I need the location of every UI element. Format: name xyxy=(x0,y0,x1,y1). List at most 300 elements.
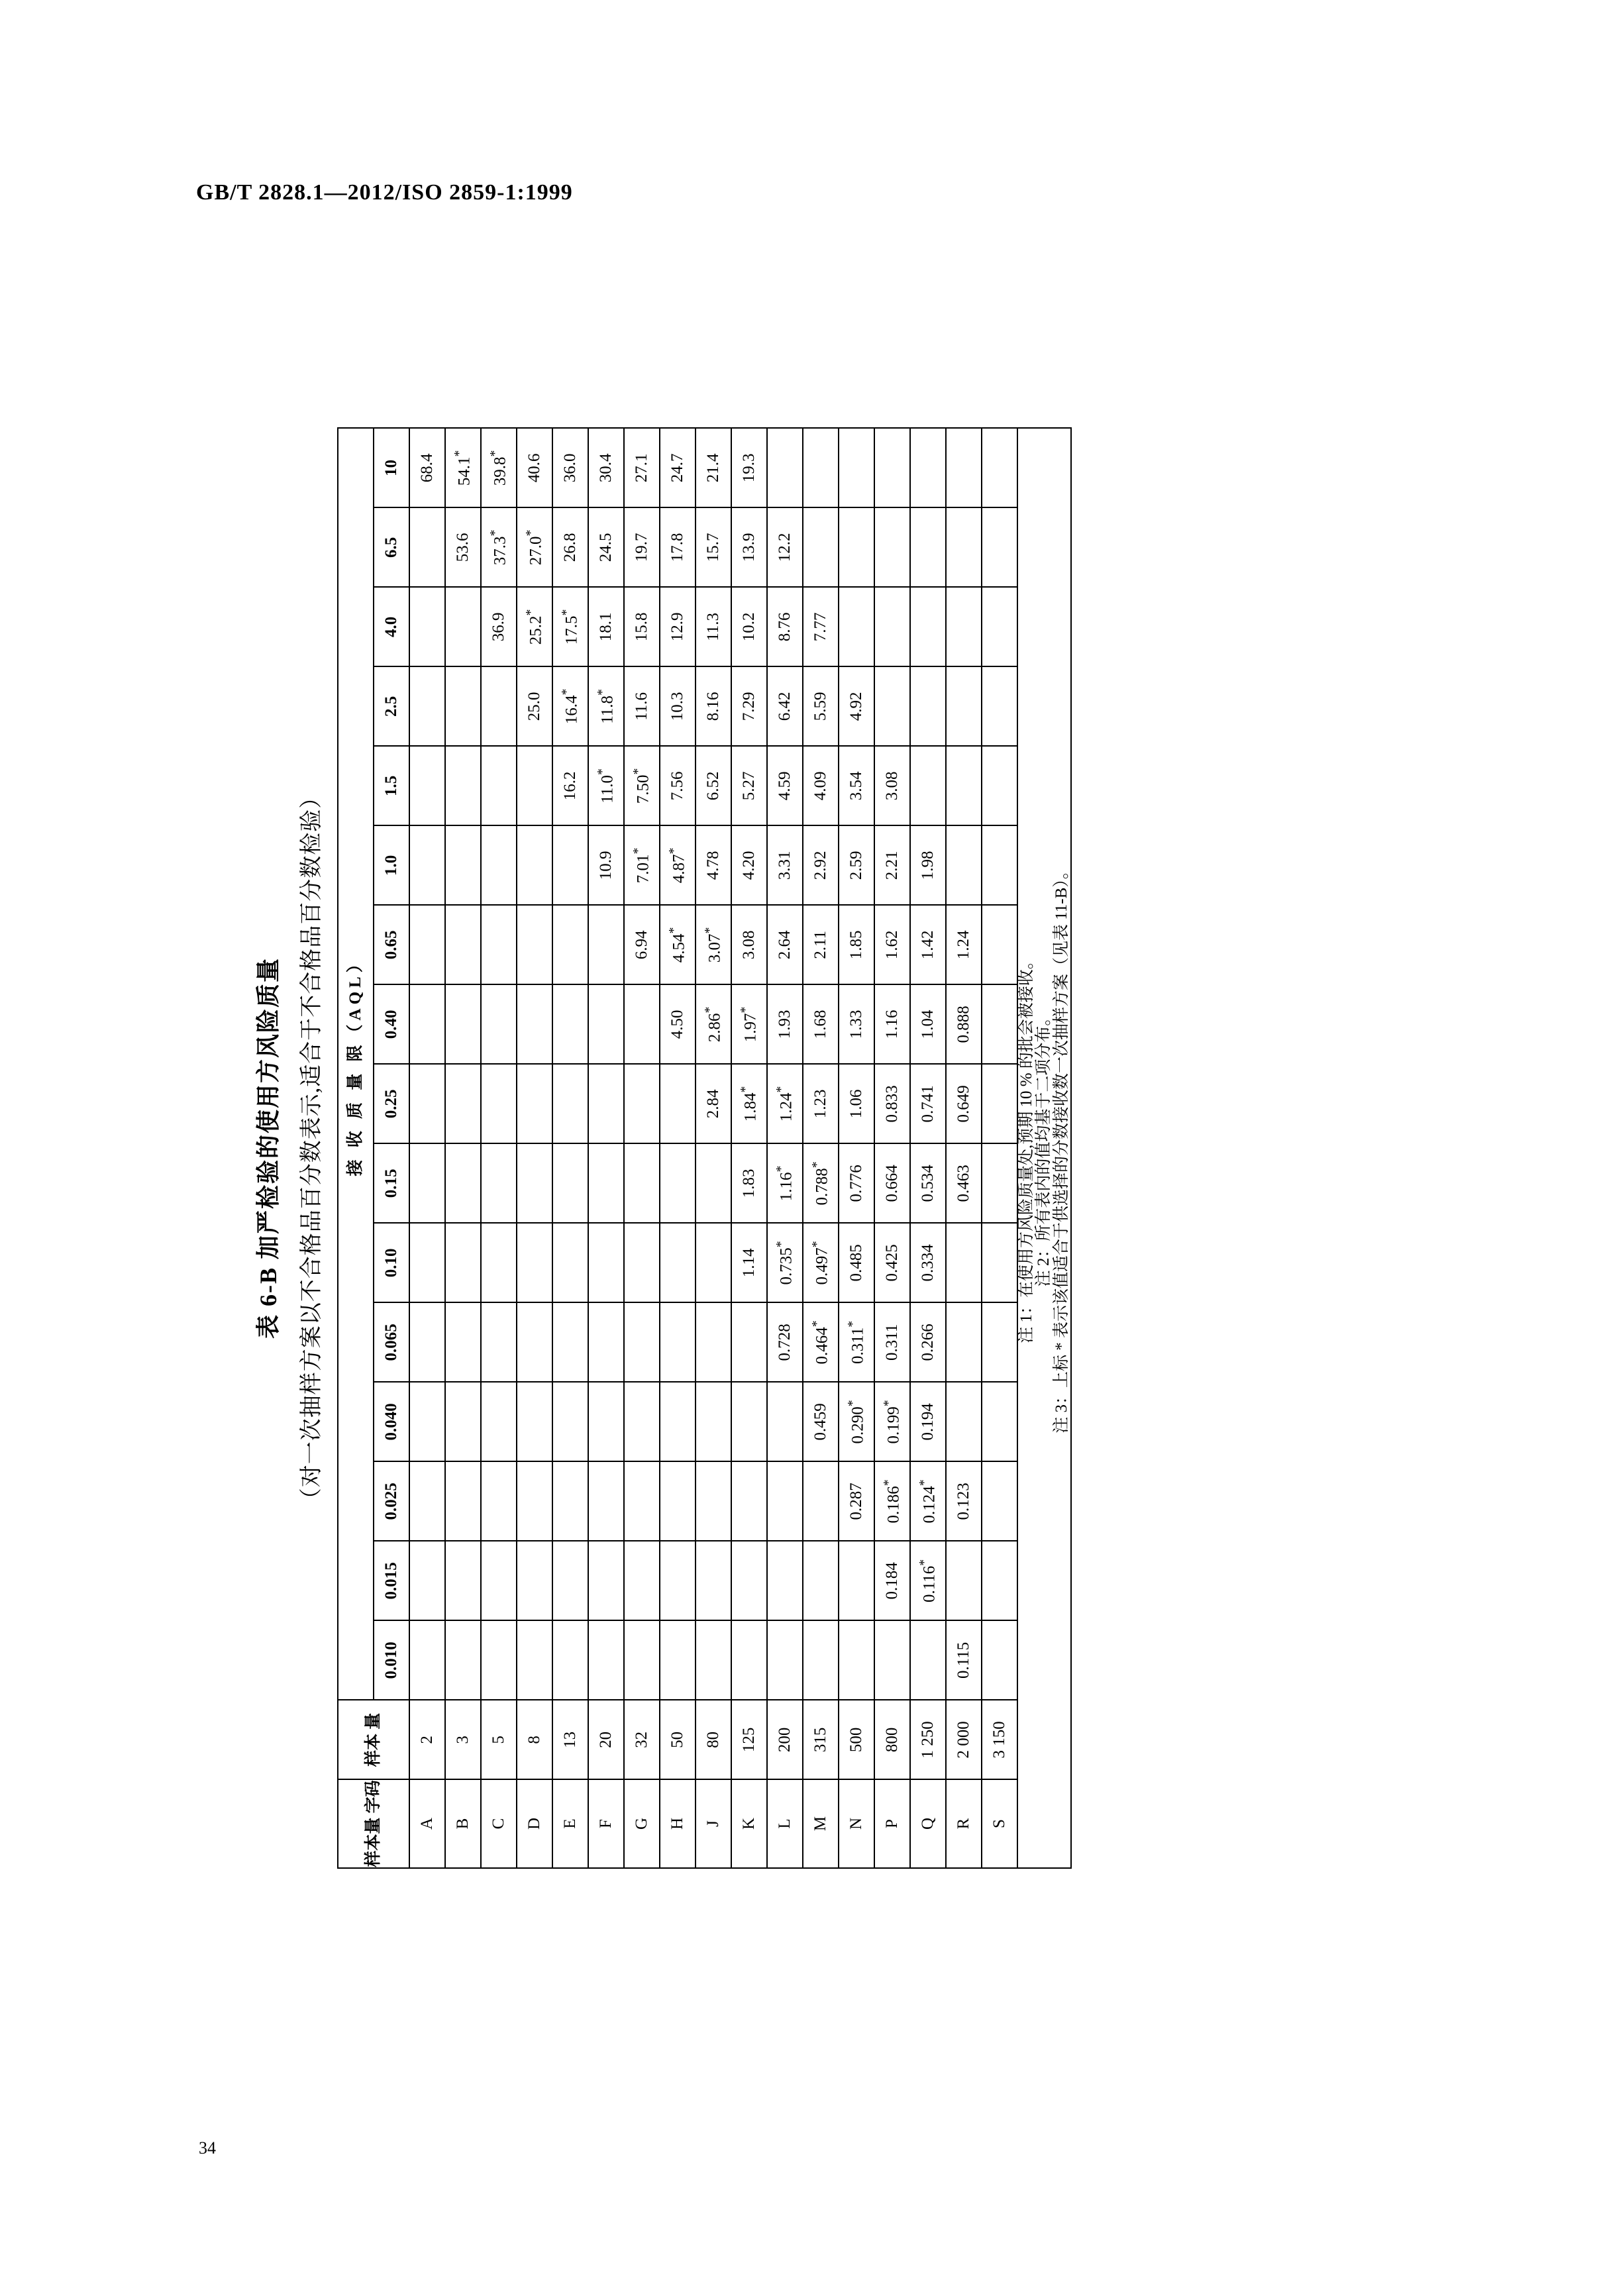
sample-size: 3 xyxy=(445,1700,481,1779)
aql-cell: 7.77 xyxy=(803,587,839,666)
aql-cell xyxy=(481,905,517,984)
sample-size: 2 xyxy=(409,1700,445,1779)
aql-cell: 1.24 xyxy=(946,905,982,984)
aql-col-1: 0.015 xyxy=(374,1541,409,1620)
aql-cell xyxy=(874,1620,910,1700)
aql-cell xyxy=(731,1620,767,1700)
aql-cell: 0.788* xyxy=(803,1143,839,1223)
aql-cell xyxy=(910,507,946,587)
aql-cell: 37.3* xyxy=(481,507,517,587)
aql-cell xyxy=(588,1064,624,1143)
aql-cell: 0.888 xyxy=(946,984,982,1064)
aql-cell xyxy=(982,428,1017,507)
aql-cell xyxy=(660,1064,696,1143)
aql-cell: 26.8 xyxy=(552,507,588,587)
aql-cell xyxy=(409,666,445,746)
aql-cell: 1.93 xyxy=(767,984,803,1064)
aql-cell xyxy=(982,1223,1017,1302)
aql-cell: 0.464* xyxy=(803,1302,839,1382)
aql-cell: 30.4 xyxy=(588,428,624,507)
aql-col-5: 0.10 xyxy=(374,1223,409,1302)
sample-size-code: D xyxy=(517,1779,552,1867)
aql-cell: 4.92 xyxy=(839,666,874,746)
aql-cell xyxy=(839,428,874,507)
aql-cell xyxy=(696,1143,731,1223)
aql-group-header: 接 收 质 量 限（AQL） xyxy=(338,428,374,1700)
aql-cell xyxy=(409,587,445,666)
aql-cell xyxy=(660,1461,696,1541)
aql-cell: 17.5* xyxy=(552,587,588,666)
aql-cell xyxy=(517,746,552,825)
aql-cell: 25.2* xyxy=(517,587,552,666)
aql-cell: 53.6 xyxy=(445,507,481,587)
aql-cell xyxy=(588,1620,624,1700)
aql-cell xyxy=(839,507,874,587)
aql-cell: 0.290* xyxy=(839,1382,874,1461)
aql-cell: 6.42 xyxy=(767,666,803,746)
aql-cell xyxy=(517,984,552,1064)
aql-cell: 0.497* xyxy=(803,1223,839,1302)
aql-cell xyxy=(445,746,481,825)
aql-cell xyxy=(481,1620,517,1700)
aql-cell xyxy=(803,428,839,507)
aql-cell xyxy=(624,1620,660,1700)
aql-cell: 1.24* xyxy=(767,1064,803,1143)
table-row xyxy=(767,428,803,1867)
aql-cell xyxy=(588,1143,624,1223)
table-row xyxy=(910,428,946,1867)
aql-cell xyxy=(874,666,910,746)
table-row xyxy=(409,428,445,1867)
aql-cell xyxy=(588,1541,624,1620)
aql-cell xyxy=(982,746,1017,825)
aql-cell: 2.59 xyxy=(839,825,874,905)
aql-cell: 10.3 xyxy=(660,666,696,746)
sample-size: 80 xyxy=(696,1700,731,1779)
aql-cell: 1.16 xyxy=(874,984,910,1064)
sample-size: 8 xyxy=(517,1700,552,1779)
aql-column-row xyxy=(374,428,409,1867)
sample-size-code: M xyxy=(803,1779,839,1867)
aql-cell xyxy=(696,1620,731,1700)
aql-cell: 4.78 xyxy=(696,825,731,905)
aql-cell: 11.3 xyxy=(696,587,731,666)
table-row xyxy=(517,428,552,1867)
page-number: 34 xyxy=(199,2138,216,2158)
aql-cell xyxy=(445,1143,481,1223)
aql-cell: 0.534 xyxy=(910,1143,946,1223)
aql-col-0: 0.010 xyxy=(374,1620,409,1700)
sample-size: 500 xyxy=(839,1700,874,1779)
aql-cell xyxy=(552,984,588,1064)
table-row xyxy=(660,428,696,1867)
aql-cell xyxy=(946,1302,982,1382)
aql-cell xyxy=(445,825,481,905)
aql-cell: 11.6 xyxy=(624,666,660,746)
aql-cell xyxy=(910,428,946,507)
aql-cell: 11.0* xyxy=(588,746,624,825)
aql-cell xyxy=(767,1382,803,1461)
table-row xyxy=(803,428,839,1867)
aql-cell xyxy=(481,1302,517,1382)
aql-cell xyxy=(552,1064,588,1143)
aql-cell: 68.4 xyxy=(409,428,445,507)
aql-cell xyxy=(696,1461,731,1541)
aql-cell xyxy=(517,1620,552,1700)
aql-cell xyxy=(946,1382,982,1461)
aql-cell xyxy=(696,1382,731,1461)
aql-cell: 24.5 xyxy=(588,507,624,587)
sample-size: 1 250 xyxy=(910,1700,946,1779)
aql-cell xyxy=(946,825,982,905)
aql-cell xyxy=(696,1223,731,1302)
table-row xyxy=(445,428,481,1867)
aql-cell xyxy=(982,1620,1017,1700)
aql-cell: 18.1 xyxy=(588,587,624,666)
aql-cell: 13.9 xyxy=(731,507,767,587)
aql-cell xyxy=(481,984,517,1064)
aql-cell xyxy=(409,746,445,825)
table-body xyxy=(409,428,1017,1867)
aql-cell: 0.735* xyxy=(767,1223,803,1302)
aql-cell xyxy=(874,507,910,587)
aql-cell: 4.20 xyxy=(731,825,767,905)
sample-size-code: J xyxy=(696,1779,731,1867)
aql-cell xyxy=(660,1223,696,1302)
aql-cell xyxy=(660,1541,696,1620)
aql-cell xyxy=(552,1302,588,1382)
sample-size-code: F xyxy=(588,1779,624,1867)
aql-cell xyxy=(767,1541,803,1620)
sample-size-code: G xyxy=(624,1779,660,1867)
aql-cell: 0.124* xyxy=(910,1461,946,1541)
table-row xyxy=(839,428,874,1867)
corner-size-header: 样本 量 xyxy=(338,1700,409,1779)
aql-cell xyxy=(982,825,1017,905)
sample-size-code: B xyxy=(445,1779,481,1867)
aql-cell: 0.199* xyxy=(874,1382,910,1461)
sample-size: 5 xyxy=(481,1700,517,1779)
aql-cell: 7.56 xyxy=(660,746,696,825)
aql-cell: 1.68 xyxy=(803,984,839,1064)
aql-cell xyxy=(839,587,874,666)
aql-cell xyxy=(445,587,481,666)
table-notes xyxy=(1017,428,1071,1867)
aql-cell: 0.649 xyxy=(946,1064,982,1143)
table-row xyxy=(481,428,517,1867)
sample-size: 3 150 xyxy=(982,1700,1017,1779)
aql-cell xyxy=(803,507,839,587)
aql-cell xyxy=(552,1461,588,1541)
aql-cell xyxy=(481,1461,517,1541)
aql-cell: 27.0* xyxy=(517,507,552,587)
aql-cell xyxy=(982,984,1017,1064)
aql-cell xyxy=(481,1064,517,1143)
aql-cell: 1.98 xyxy=(910,825,946,905)
aql-cell xyxy=(910,666,946,746)
aql-cell xyxy=(445,666,481,746)
aql-cell xyxy=(517,1302,552,1382)
aql-col-9: 0.65 xyxy=(374,905,409,984)
aql-cell xyxy=(588,1223,624,1302)
aql-cell xyxy=(517,1223,552,1302)
aql-cell xyxy=(481,1382,517,1461)
aql-header-row xyxy=(338,428,374,1867)
aql-cell: 39.8* xyxy=(481,428,517,507)
aql-cell xyxy=(946,428,982,507)
aql-cell xyxy=(910,746,946,825)
aql-cell xyxy=(445,984,481,1064)
table-row xyxy=(588,428,624,1867)
aql-cell xyxy=(552,905,588,984)
aql-col-11: 1.5 xyxy=(374,746,409,825)
aql-cell: 0.186* xyxy=(874,1461,910,1541)
aql-cell xyxy=(731,1461,767,1541)
aql-cell: 0.334 xyxy=(910,1223,946,1302)
aql-cell xyxy=(409,507,445,587)
table-foot xyxy=(1017,428,1071,1867)
table-row xyxy=(624,428,660,1867)
aql-cell: 0.425 xyxy=(874,1223,910,1302)
aql-cell xyxy=(588,1302,624,1382)
aql-cell xyxy=(624,1143,660,1223)
aql-cell xyxy=(696,1541,731,1620)
aql-cell xyxy=(445,1064,481,1143)
aql-table xyxy=(337,427,1072,1868)
aql-cell xyxy=(910,587,946,666)
aql-cell: 16.4* xyxy=(552,666,588,746)
aql-cell xyxy=(552,825,588,905)
aql-cell: 10.2 xyxy=(731,587,767,666)
aql-cell xyxy=(839,1620,874,1700)
aql-cell: 27.1 xyxy=(624,428,660,507)
aql-cell: 1.06 xyxy=(839,1064,874,1143)
aql-cell: 10.9 xyxy=(588,825,624,905)
aql-cell: 24.7 xyxy=(660,428,696,507)
sample-size: 50 xyxy=(660,1700,696,1779)
sample-size: 20 xyxy=(588,1700,624,1779)
aql-cell xyxy=(588,905,624,984)
aql-cell: 25.0 xyxy=(517,666,552,746)
aql-cell xyxy=(409,905,445,984)
aql-cell xyxy=(624,1382,660,1461)
sample-size-code: A xyxy=(409,1779,445,1867)
sample-size-code: H xyxy=(660,1779,696,1867)
aql-cell: 0.741 xyxy=(910,1064,946,1143)
aql-cell: 12.9 xyxy=(660,587,696,666)
aql-col-8: 0.40 xyxy=(374,984,409,1064)
aql-cell xyxy=(409,1223,445,1302)
aql-cell xyxy=(839,1541,874,1620)
aql-cell: 7.50* xyxy=(624,746,660,825)
aql-cell xyxy=(946,1223,982,1302)
aql-cell xyxy=(481,1223,517,1302)
aql-cell xyxy=(874,587,910,666)
aql-cell xyxy=(481,666,517,746)
aql-cell: 0.115 xyxy=(946,1620,982,1700)
aql-cell: 7.29 xyxy=(731,666,767,746)
aql-cell xyxy=(409,1143,445,1223)
aql-cell: 0.463 xyxy=(946,1143,982,1223)
aql-cell: 16.2 xyxy=(552,746,588,825)
aql-cell: 0.311 xyxy=(874,1302,910,1382)
aql-cell xyxy=(982,1382,1017,1461)
aql-cell: 8.16 xyxy=(696,666,731,746)
aql-cell xyxy=(624,1461,660,1541)
aql-cell xyxy=(552,1223,588,1302)
aql-cell xyxy=(731,1302,767,1382)
aql-cell: 3.08 xyxy=(874,746,910,825)
aql-cell: 0.311* xyxy=(839,1302,874,1382)
aql-cell xyxy=(409,1541,445,1620)
aql-cell: 5.59 xyxy=(803,666,839,746)
aql-cell: 1.83 xyxy=(731,1143,767,1223)
aql-cell xyxy=(982,1064,1017,1143)
aql-cell: 0.485 xyxy=(839,1223,874,1302)
aql-cell xyxy=(874,428,910,507)
aql-cell xyxy=(696,1302,731,1382)
aql-cell xyxy=(946,507,982,587)
aql-col-15: 10 xyxy=(374,428,409,507)
aql-cell: 1.14 xyxy=(731,1223,767,1302)
aql-cell: 40.6 xyxy=(517,428,552,507)
aql-cell xyxy=(409,1461,445,1541)
aql-cell: 3.31 xyxy=(767,825,803,905)
sample-size-code: E xyxy=(552,1779,588,1867)
aql-cell xyxy=(803,1620,839,1700)
aql-cell xyxy=(409,1064,445,1143)
aql-cell xyxy=(731,1382,767,1461)
aql-cell xyxy=(588,1461,624,1541)
table-title: 表 6-B 加严检验的使用方风险质量 xyxy=(255,957,282,1339)
table-row xyxy=(552,428,588,1867)
aql-cell xyxy=(946,666,982,746)
aql-cell: 0.266 xyxy=(910,1302,946,1382)
table-row xyxy=(946,428,982,1867)
aql-cell: 12.2 xyxy=(767,507,803,587)
aql-cell xyxy=(660,1143,696,1223)
aql-cell: 19.7 xyxy=(624,507,660,587)
aql-col-14: 6.5 xyxy=(374,507,409,587)
notes-row xyxy=(1017,428,1071,1867)
table-row xyxy=(982,428,1017,1867)
aql-cell xyxy=(445,905,481,984)
aql-cell: 0.728 xyxy=(767,1302,803,1382)
aql-col-4: 0.065 xyxy=(374,1302,409,1382)
aql-cell xyxy=(481,825,517,905)
aql-cell xyxy=(517,825,552,905)
aql-cell xyxy=(946,746,982,825)
aql-cell xyxy=(409,1302,445,1382)
aql-cell xyxy=(552,1143,588,1223)
aql-cell: 19.3 xyxy=(731,428,767,507)
sample-size-code: L xyxy=(767,1779,803,1867)
aql-cell xyxy=(445,1461,481,1541)
standard-header: GB/T 2828.1—2012/ISO 2859-1:1999 xyxy=(196,180,573,205)
aql-cell xyxy=(409,984,445,1064)
sample-size: 800 xyxy=(874,1700,910,1779)
sample-size-code: K xyxy=(731,1779,767,1867)
note-2: 注 2：所有表内的值均基于二项分布。 xyxy=(1035,1009,1053,1287)
aql-cell: 17.8 xyxy=(660,507,696,587)
aql-cell: 6.94 xyxy=(624,905,660,984)
aql-cell xyxy=(982,1461,1017,1541)
sample-size: 13 xyxy=(552,1700,588,1779)
aql-cell: 1.23 xyxy=(803,1064,839,1143)
aql-cell: 15.8 xyxy=(624,587,660,666)
aql-cell xyxy=(624,1541,660,1620)
note-3: 注 3：上标 * 表示该值适合于供选择的分数接收数一次抽样方案（见表 11-B）。 xyxy=(1052,862,1070,1434)
aql-cell xyxy=(588,1382,624,1461)
sample-size: 32 xyxy=(624,1700,660,1779)
aql-col-13: 4.0 xyxy=(374,587,409,666)
aql-cell xyxy=(767,1461,803,1541)
note-1: 注 1：在使用方风险质量处,预期 10 % 的批会被接收。 xyxy=(1017,953,1035,1343)
aql-cell xyxy=(409,1382,445,1461)
aql-cell xyxy=(767,1620,803,1700)
aql-cell xyxy=(445,1223,481,1302)
aql-cell xyxy=(481,1143,517,1223)
aql-cell: 1.85 xyxy=(839,905,874,984)
aql-cell: 2.84 xyxy=(696,1064,731,1143)
aql-cell xyxy=(517,1382,552,1461)
aql-cell xyxy=(481,746,517,825)
aql-cell: 1.84* xyxy=(731,1064,767,1143)
aql-cell xyxy=(445,1382,481,1461)
aql-cell xyxy=(767,428,803,507)
aql-col-7: 0.25 xyxy=(374,1064,409,1143)
aql-cell xyxy=(982,1541,1017,1620)
sample-size-code: C xyxy=(481,1779,517,1867)
aql-cell xyxy=(409,1620,445,1700)
aql-cell xyxy=(588,984,624,1064)
aql-cell: 36.0 xyxy=(552,428,588,507)
aql-cell: 6.52 xyxy=(696,746,731,825)
sample-size-code: P xyxy=(874,1779,910,1867)
aql-cell: 3.08 xyxy=(731,905,767,984)
aql-cell: 1.62 xyxy=(874,905,910,984)
aql-cell xyxy=(552,1620,588,1700)
aql-cell: 2.11 xyxy=(803,905,839,984)
aql-cell: 4.87* xyxy=(660,825,696,905)
aql-cell xyxy=(660,1382,696,1461)
aql-cell xyxy=(982,1302,1017,1382)
aql-cell xyxy=(982,905,1017,984)
sample-size-code: R xyxy=(946,1779,982,1867)
aql-cell: 4.09 xyxy=(803,746,839,825)
aql-cell: 4.50 xyxy=(660,984,696,1064)
aql-cell: 0.776 xyxy=(839,1143,874,1223)
aql-cell: 2.86* xyxy=(696,984,731,1064)
aql-cell xyxy=(517,1064,552,1143)
aql-cell xyxy=(517,905,552,984)
sample-size-code: N xyxy=(839,1779,874,1867)
sample-size: 315 xyxy=(803,1700,839,1779)
aql-cell xyxy=(660,1302,696,1382)
aql-cell: 8.76 xyxy=(767,587,803,666)
aql-cell: 7.01* xyxy=(624,825,660,905)
aql-cell: 0.116* xyxy=(910,1541,946,1620)
table-row xyxy=(731,428,767,1867)
table-subtitle: （对一次抽样方案以不合格品百分数表示,适合于不合格品百分数检验） xyxy=(299,785,324,1511)
aql-cell xyxy=(982,666,1017,746)
aql-cell xyxy=(445,1541,481,1620)
aql-cell xyxy=(624,1223,660,1302)
aql-cell xyxy=(982,587,1017,666)
aql-cell: 2.64 xyxy=(767,905,803,984)
aql-cell xyxy=(624,1302,660,1382)
aql-cell xyxy=(803,1541,839,1620)
